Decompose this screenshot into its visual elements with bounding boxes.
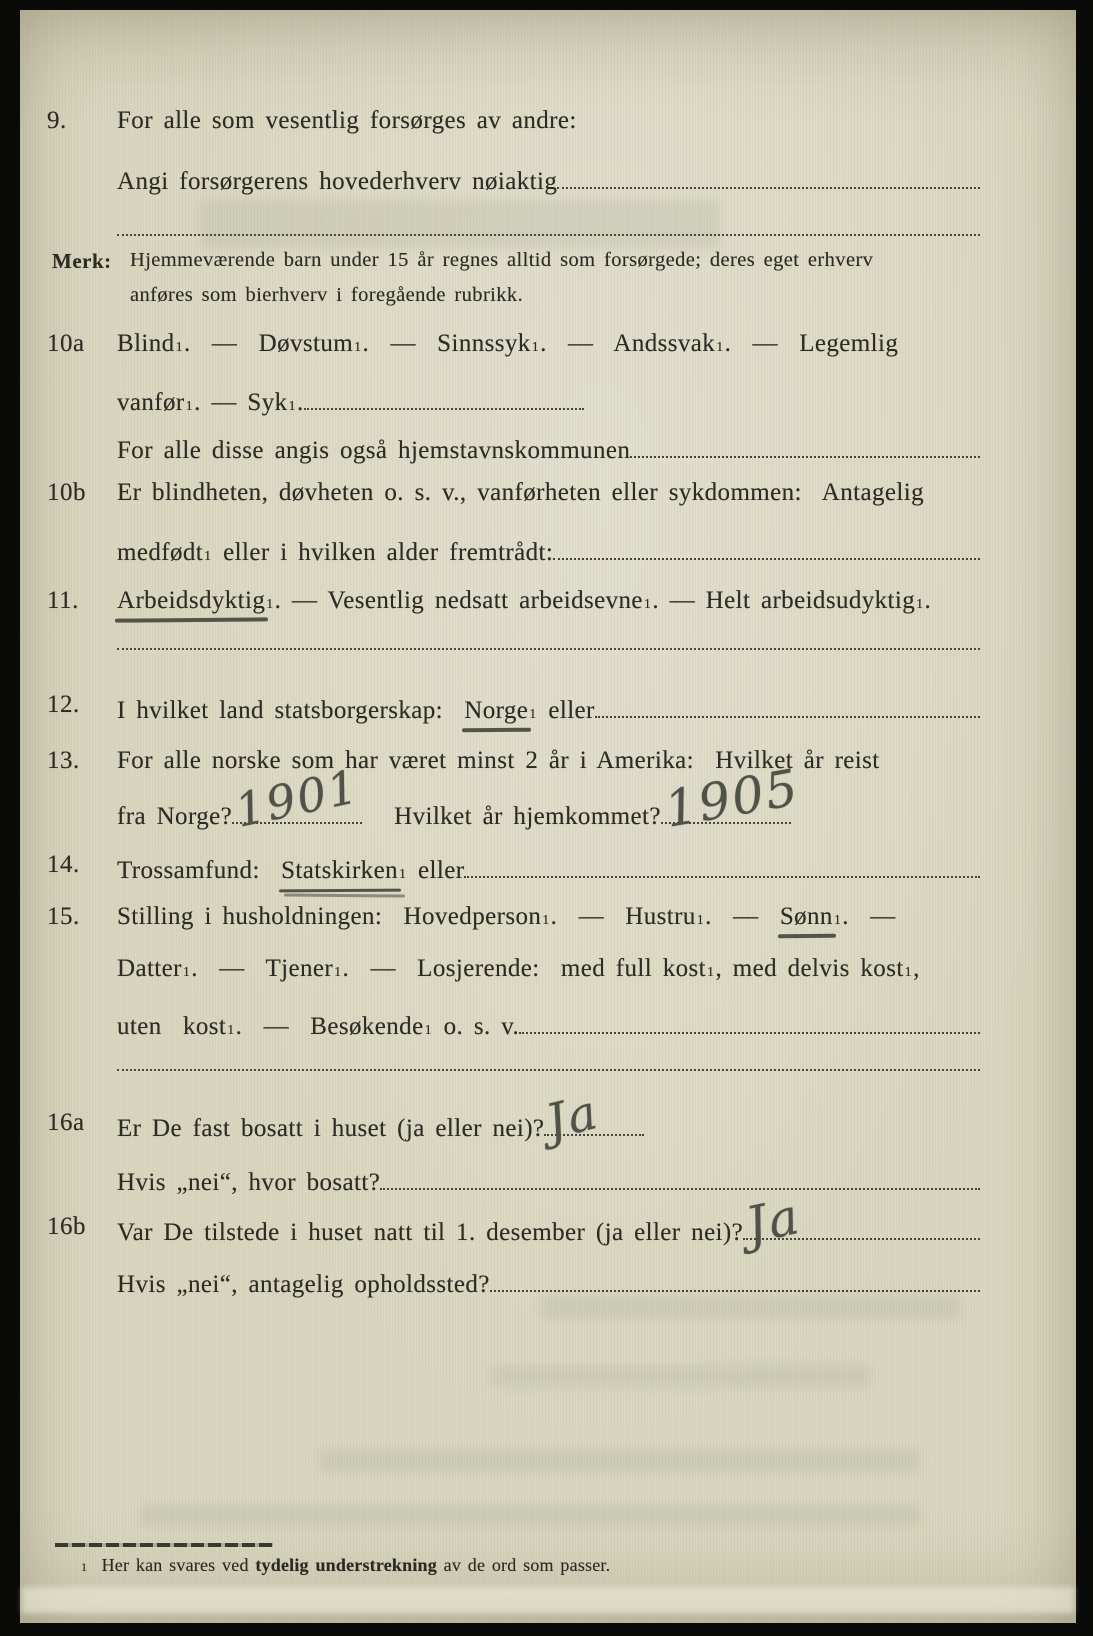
superscript-marker: 1 xyxy=(266,597,274,612)
bleed-through-smudge xyxy=(200,200,720,248)
question-12-line-1 xyxy=(47,691,980,726)
superscript-marker: 1 xyxy=(716,340,724,355)
text-segment: Blind xyxy=(117,330,175,357)
dotted-answer-line xyxy=(230,759,365,839)
text-segment: . — Hustru xyxy=(550,903,696,930)
text-segment: Hvilket år hjemkommet? xyxy=(394,803,661,830)
handwritten-answer: Ja xyxy=(540,1083,605,1151)
dotted-answer-line xyxy=(740,1186,980,1255)
question-10a-line-2 xyxy=(117,383,980,418)
dotted-answer-line xyxy=(540,1083,644,1151)
text-segment: Var De tilstede i huset natt til 1. desember (ja eller nei)? xyxy=(117,1219,744,1246)
text-segment: av de ord som passer. xyxy=(436,1555,611,1575)
superscript-marker: 1 xyxy=(185,399,194,414)
text-segment: , med delvis kost xyxy=(715,955,904,982)
dotted-answer-line xyxy=(464,851,980,878)
superscript-marker: 1 xyxy=(542,913,550,928)
superscript-marker: 1 xyxy=(424,1023,432,1038)
text-segment: . xyxy=(296,389,304,416)
question-14-line-1 xyxy=(47,851,980,886)
handwritten-answer: 1901 xyxy=(230,759,365,839)
text-segment: Er blindheten, døvheten o. s. v., vanførheten eller sykdommen: Antagelig xyxy=(117,479,924,506)
item-number-14: 14. xyxy=(47,851,80,878)
text-segment: . — Legemlig xyxy=(724,330,899,357)
text-segment: I hvilket land statsborgerskap: xyxy=(117,697,465,724)
text-segment: . — Besøkende xyxy=(235,1013,424,1040)
item-number-11: 11. xyxy=(47,587,79,614)
question-9-line-1 xyxy=(47,107,980,136)
superscript-marker: 1 xyxy=(288,399,296,414)
superscript-marker: 1 xyxy=(175,340,183,355)
question-11-line-1 xyxy=(47,587,980,616)
handwritten-answer: 1905 xyxy=(660,758,804,839)
superscript-marker: 1 xyxy=(531,340,540,355)
text-segment: vanfør xyxy=(117,389,185,416)
paper-bottom-shade xyxy=(22,1587,1074,1613)
superscript-marker: 1 xyxy=(529,707,537,722)
text-segment: fra Norge? xyxy=(117,803,233,830)
item-number-15: 15. xyxy=(47,903,80,930)
dotted-answer-line xyxy=(595,691,980,718)
text-segment: . — Syk xyxy=(194,389,288,416)
item-number-13: 13. xyxy=(47,747,80,774)
question-13-line-1 xyxy=(47,747,980,776)
superscript-marker: 1 xyxy=(81,1560,88,1574)
pencil-underlined-word: Statskirken xyxy=(281,857,398,884)
pencil-underlined-word: Arbeidsdyktig xyxy=(117,587,266,614)
superscript-marker: 1 xyxy=(696,913,705,928)
bleed-through-smudge xyxy=(490,1365,870,1387)
item-number-12: 12. xyxy=(47,691,80,718)
text-segment: . — Andssvak xyxy=(540,330,716,357)
question-15-line-3 xyxy=(117,1007,980,1042)
item-number-9: 9. xyxy=(47,107,67,134)
question-16a-line-1 xyxy=(47,1083,980,1151)
pencil-underlined-word: Sønn xyxy=(779,903,833,930)
text-segment: Stilling i husholdningen: Hovedperson xyxy=(117,903,542,930)
superscript-marker: 1 xyxy=(204,549,212,564)
text-segment: For alle disse angis også hjemstavnskommunen xyxy=(117,437,631,464)
question-10b-line-1 xyxy=(47,479,980,508)
question-9-line-2 xyxy=(117,162,980,197)
text-segment: . — Helt arbeidsudyktig xyxy=(652,587,916,614)
merk-note-line-1 xyxy=(52,249,980,273)
dotted-answer-line xyxy=(553,533,980,560)
text-segment: uten kost xyxy=(117,1013,227,1040)
merk-label: Merk: xyxy=(52,249,112,273)
item-number-16a: 16a xyxy=(47,1109,85,1136)
text-segment: . — xyxy=(842,903,896,930)
text-segment: Datter xyxy=(117,955,182,982)
dotted-answer-line xyxy=(304,383,584,410)
text-segment: eller xyxy=(537,697,595,724)
question-10a-line-1 xyxy=(47,330,980,359)
question-10a-line-3 xyxy=(117,431,980,466)
text-segment: . — Vesentlig nedsatt arbeidsevne xyxy=(274,587,643,614)
text-segment: For alle som vesentlig forsørges av andre: xyxy=(117,107,577,134)
dotted-rule xyxy=(117,234,980,236)
text-segment: . — Tjener xyxy=(191,955,334,982)
text-segment: medfødt xyxy=(117,539,204,566)
text-segment: Hvis „nei“, hvor bosatt? xyxy=(117,1169,381,1196)
merk-note-line-2 xyxy=(130,284,980,308)
text-segment: , xyxy=(913,955,920,982)
item-number-10a: 10a xyxy=(47,330,85,357)
superscript-marker: 1 xyxy=(833,913,842,928)
text-segment: . — xyxy=(705,903,780,930)
superscript-marker: 1 xyxy=(643,597,652,612)
superscript-marker: 1 xyxy=(916,597,924,612)
footnote-rule xyxy=(55,1543,273,1547)
bleed-through-smudge xyxy=(320,1450,920,1472)
dotted-answer-line xyxy=(519,1007,980,1034)
footnote xyxy=(80,1555,980,1576)
text-segment: For alle norske som har været minst 2 år i Amerika: Hvilket år reist xyxy=(117,747,880,774)
superscript-marker: 1 xyxy=(334,965,342,980)
text-segment: . — Døvstum xyxy=(183,330,354,357)
dotted-answer-line xyxy=(490,1265,980,1292)
question-16b-line-2 xyxy=(117,1265,980,1300)
dotted-rule xyxy=(117,1069,980,1071)
text-segment: eller xyxy=(407,857,465,884)
text-segment: o. s. v. xyxy=(432,1013,520,1040)
question-16b-line-1 xyxy=(47,1186,980,1255)
text-segment: Her kan svares ved xyxy=(88,1555,256,1575)
dotted-answer-line xyxy=(630,431,980,458)
text-segment: . xyxy=(924,587,932,614)
text-segment: anføres som bierhverv i foregående rubrikk. xyxy=(130,284,524,306)
dotted-rule xyxy=(117,648,980,650)
text-segment: . — Sinnssyk xyxy=(362,330,531,357)
dotted-answer-line xyxy=(380,1163,980,1190)
item-number-10b: 10b xyxy=(47,479,86,506)
dotted-answer-line xyxy=(557,162,980,189)
superscript-marker: 1 xyxy=(398,867,407,882)
text-segment: Trossamfund: xyxy=(117,857,282,884)
question-15-line-1 xyxy=(47,903,980,932)
text-segment-bold: tydelig understrekning xyxy=(255,1555,437,1575)
text-segment: . — Losjerende: med full kost xyxy=(342,955,707,982)
question-15-line-2 xyxy=(117,955,980,984)
item-number-16b: 16b xyxy=(47,1213,86,1240)
superscript-marker: 1 xyxy=(354,340,362,355)
question-16a-line-2 xyxy=(117,1163,980,1198)
text-segment: Er De fast bosatt i huset (ja eller nei)? xyxy=(117,1115,545,1142)
superscript-marker: 1 xyxy=(707,965,715,980)
text-segment: Hjemmeværende barn under 15 år regnes alltid som forsørgede; deres eget erhverv xyxy=(130,249,874,271)
bleed-through-smudge xyxy=(140,1505,920,1525)
dotted-answer-line xyxy=(660,758,804,839)
superscript-marker: 1 xyxy=(904,965,913,980)
handwritten-answer: Ja xyxy=(740,1186,806,1255)
superscript-marker: 1 xyxy=(182,965,191,980)
form-paper xyxy=(20,10,1076,1623)
text-segment: eller i hvilken alder fremtrådt: xyxy=(212,539,554,566)
question-10b-line-2 xyxy=(117,533,980,568)
text-segment: Hvis „nei“, antagelig opholdssted? xyxy=(117,1271,490,1298)
text-segment: Angi forsørgerens hovederhverv nøiaktig xyxy=(117,168,558,195)
pencil-underlined-word: Norge xyxy=(464,697,529,724)
superscript-marker: 1 xyxy=(227,1023,235,1038)
